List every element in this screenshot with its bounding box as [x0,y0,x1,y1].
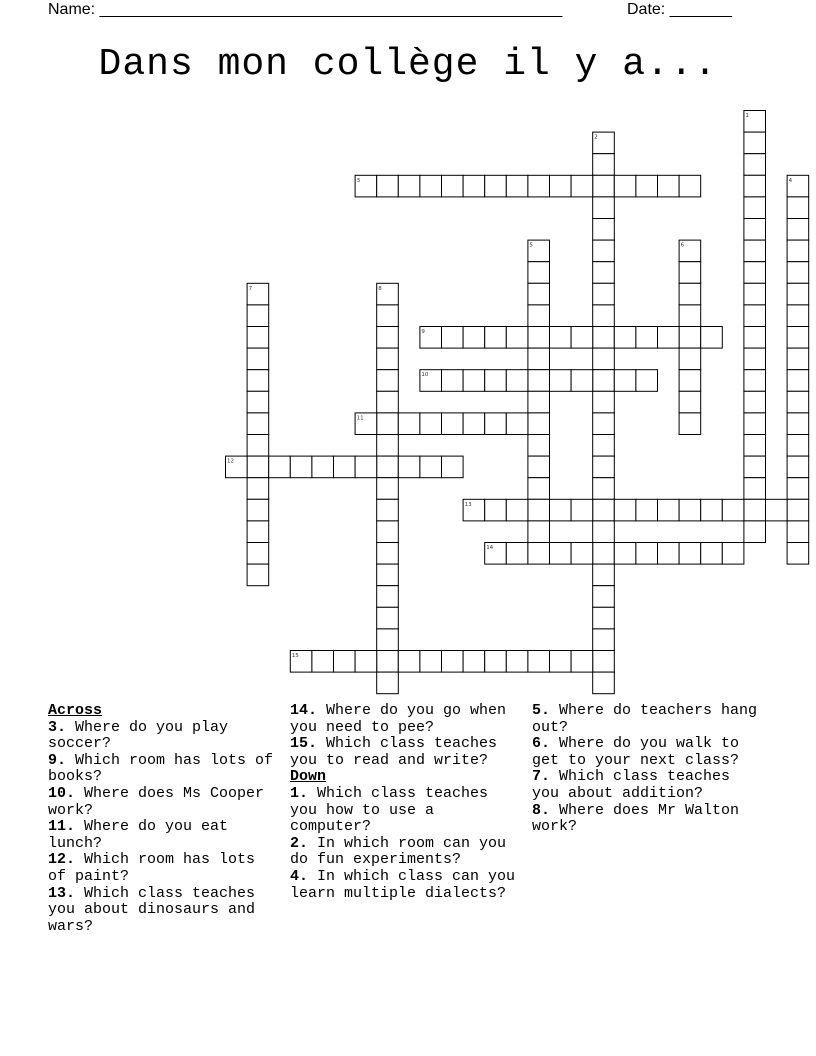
grid-cell[interactable] [614,499,636,521]
grid-cell[interactable] [506,413,528,435]
cell-number: 9 [421,329,425,335]
clue-text: Where do you walk to get to your next class? [532,735,740,769]
grid-cell[interactable] [636,499,658,521]
grid-cell[interactable] [377,478,399,500]
clue-down-7 [532,769,764,802]
clue-column-2 [290,703,522,902]
grid-cell[interactable] [636,175,658,197]
page-title: Dans mon collège il y a... [98,43,718,86]
down-heading: Down [290,768,327,786]
clue-across-14 [290,703,522,736]
clue-number: 2. [290,834,309,852]
grid-cell[interactable] [528,435,550,457]
clue-number: 11. [48,818,76,836]
clue-text: Which class teaches you about addition? [532,768,731,802]
grid-cell[interactable] [269,456,291,478]
grid-cell[interactable] [679,348,701,370]
grid-cell[interactable] [420,456,442,478]
grid-cell[interactable] [571,499,593,521]
cell-number: 11 [356,415,364,422]
grid-cell[interactable] [593,305,615,327]
clue-text: Which class teaches you how to use a computer? [290,784,489,836]
grid-cell[interactable] [593,283,615,305]
grid-cell[interactable] [593,175,615,197]
clue-text: Which room has lots of paint? [48,851,256,885]
grid-cell[interactable] [485,413,507,435]
grid-cell[interactable] [658,175,680,197]
clue-down-4 [290,869,522,902]
grid-cell[interactable] [247,435,269,457]
grid-cell[interactable] [247,348,269,370]
clue-across-12 [48,852,280,885]
grid-cell[interactable] [528,305,550,327]
grid-cell[interactable] [593,586,615,608]
clue-column-1 [48,703,280,935]
grid-cell[interactable] [636,327,658,349]
grid-cell[interactable] [593,521,615,543]
grid-cell[interactable] [593,435,615,457]
grid-cell[interactable] [528,348,550,370]
grid-cell[interactable] [550,327,572,349]
clue-text: Which class teaches you to read and write? [290,735,498,769]
grid-cell[interactable] [679,391,701,413]
grid-cell[interactable] [485,327,507,349]
clue-down-6 [532,736,764,769]
grid-cell[interactable] [593,478,615,500]
grid-cell[interactable] [787,348,809,370]
grid-cell[interactable] [658,543,680,565]
grid-cell[interactable] [593,391,615,413]
grid-cell[interactable] [614,175,636,197]
clue-number: 10. [48,784,76,802]
grid-cell[interactable] [593,672,615,694]
grid-cell[interactable] [528,370,550,392]
grid-cell[interactable] [463,327,485,349]
grid-cell[interactable] [593,154,615,176]
grid-cell[interactable] [506,175,528,197]
grid-cell[interactable] [744,348,766,370]
clue-across-9 [48,753,280,786]
grid-cell[interactable] [593,564,615,586]
grid-cell[interactable] [377,521,399,543]
grid-cell[interactable] [614,370,636,392]
grid-cell[interactable] [744,305,766,327]
clue-across-10 [48,786,280,819]
grid-cell[interactable] [550,651,572,673]
cell-number: 14 [486,545,494,551]
grid-cell[interactable] [787,413,809,435]
grid-cell[interactable] [463,651,485,673]
grid-cell[interactable] [377,629,399,651]
cell-number: 10 [421,372,429,379]
grid-cell[interactable] [744,413,766,435]
grid-cell[interactable] [679,327,701,349]
grid-cell[interactable] [679,413,701,435]
grid-cell[interactable] [593,629,615,651]
clue-down-1 [290,786,522,836]
grid-cell[interactable] [377,348,399,370]
grid-cell[interactable] [420,175,442,197]
grid-cell[interactable] [247,370,269,392]
clue-number: 6. [532,735,551,753]
grid-cell[interactable] [528,391,550,413]
grid-cell[interactable] [679,305,701,327]
grid-cell[interactable] [787,478,809,500]
grid-cell[interactable] [377,327,399,349]
grid-cell[interactable] [420,413,442,435]
grid-cell[interactable] [528,262,550,284]
grid-cell[interactable] [658,327,680,349]
clue-text: Where do teachers hang out? [532,702,758,736]
grid-cell[interactable] [701,499,723,521]
grid-cell[interactable] [679,499,701,521]
grid-cell[interactable] [701,543,723,565]
clue-number: 12. [48,851,76,869]
grid-cell[interactable] [614,543,636,565]
grid-cell[interactable] [247,499,269,521]
grid-cell[interactable] [787,435,809,457]
grid-cell[interactable] [377,456,399,478]
clue-number: 13. [48,884,76,902]
grid-cell[interactable] [463,175,485,197]
grid-cell[interactable] [593,651,615,673]
grid-cell[interactable] [593,607,615,629]
grid-cell[interactable] [571,651,593,673]
grid-cell[interactable] [593,240,615,262]
grid-cell[interactable] [571,370,593,392]
cell-number: 2 [594,134,598,141]
clue-number: 1. [290,784,309,802]
grid-cell[interactable] [528,478,550,500]
name-field[interactable]: Name: ____________________________________________________ [48,1,563,18]
grid-cell[interactable] [722,543,744,565]
cell-number: 1 [745,113,749,119]
grid-cell[interactable] [377,543,399,565]
grid-cell[interactable] [722,499,744,521]
grid-cell[interactable] [247,456,269,478]
grid-cell[interactable] [485,499,507,521]
grid-cell[interactable] [744,262,766,284]
grid-cell[interactable] [744,132,766,154]
grid-cell[interactable] [787,521,809,543]
grid-cell[interactable] [247,543,269,565]
grid-cell[interactable] [744,478,766,500]
grid-cell[interactable] [701,327,723,349]
grid-cell[interactable] [398,651,420,673]
grid-cell[interactable] [550,175,572,197]
grid-cell[interactable] [744,456,766,478]
cell-number: 13 [464,501,472,508]
cell-number: 4 [788,177,793,184]
grid-cell[interactable] [485,370,507,392]
grid-cell[interactable] [679,543,701,565]
clue-text: Where does Ms Cooper work? [48,784,265,819]
grid-cell[interactable] [442,327,464,349]
grid-cell[interactable] [744,391,766,413]
grid-cell[interactable] [506,327,528,349]
grid-cell[interactable] [506,651,528,673]
grid-cell[interactable] [442,651,464,673]
grid-cell[interactable] [766,499,788,521]
grid-cell[interactable] [463,413,485,435]
grid-cell[interactable] [744,219,766,241]
grid-cell[interactable] [593,327,615,349]
grid-cell[interactable] [787,456,809,478]
grid-cell[interactable] [593,197,615,219]
grid-cell[interactable] [377,370,399,392]
grid-cell[interactable] [463,370,485,392]
grid-cell[interactable] [377,564,399,586]
clue-text: Where do you play soccer? [48,718,229,753]
clue-number: 5. [532,702,551,719]
grid-cell[interactable] [787,499,809,521]
clue-text: Which class teaches you about dinosaurs and wars? [48,884,256,935]
grid-cell[interactable] [377,672,399,694]
grid-cell[interactable] [787,391,809,413]
clue-text: Where does Mr Walton work? [532,801,740,836]
clue-down-2 [290,836,522,869]
grid-cell[interactable] [528,413,550,435]
cell-number: 15 [291,653,299,659]
grid-cell[interactable] [485,651,507,673]
grid-cell[interactable] [247,478,269,500]
grid-cell[interactable] [787,327,809,349]
grid-cell[interactable] [528,175,550,197]
grid-cell[interactable] [744,370,766,392]
cell-number: 5 [529,242,533,249]
grid-cell[interactable] [787,370,809,392]
grid-cell[interactable] [247,564,269,586]
grid-cell[interactable] [593,499,615,521]
clue-down-5 [532,703,764,736]
grid-cell[interactable] [485,175,507,197]
grid-cell[interactable] [636,370,658,392]
grid-cell[interactable] [528,499,550,521]
grid-cell[interactable] [442,413,464,435]
grid-cell[interactable] [593,413,615,435]
grid-cell[interactable] [593,219,615,241]
grid-cell[interactable] [679,283,701,305]
grid-cell[interactable] [355,651,377,673]
grid-cell[interactable] [506,543,528,565]
grid-cell[interactable] [571,175,593,197]
grid-cell[interactable] [312,651,334,673]
across-heading: Across [48,702,103,719]
clue-text: Which room has lots of books? [48,751,274,786]
grid-cell[interactable] [290,456,312,478]
grid-cell[interactable] [744,175,766,197]
grid-cell[interactable] [506,499,528,521]
grid-cell[interactable] [744,154,766,176]
clue-across-3 [48,720,280,753]
grid-cell[interactable] [787,283,809,305]
cell-number: 3 [356,177,361,184]
clue-number: 3. [48,718,67,736]
grid-cell[interactable] [377,413,399,435]
grid-cell[interactable] [528,521,550,543]
grid-cell[interactable] [571,543,593,565]
grid-cell[interactable] [550,499,572,521]
grid-cell[interactable] [377,499,399,521]
grid-cell[interactable] [744,521,766,543]
grid-cell[interactable] [787,240,809,262]
clue-across-11 [48,819,280,852]
clue-number: 14. [290,702,318,719]
grid-cell[interactable] [528,327,550,349]
grid-cell[interactable] [377,651,399,673]
grid-cell[interactable] [679,262,701,284]
grid-cell[interactable] [377,435,399,457]
clue-number: 4. [290,867,309,885]
clue-number: 8. [532,801,551,819]
clue-down-8 [532,803,764,836]
clue-number: 7. [532,768,551,786]
grid-cell[interactable] [593,370,615,392]
clue-text: Where do you go when you need to pee? [290,702,507,736]
grid-cell[interactable] [442,456,464,478]
grid-cell[interactable] [398,175,420,197]
grid-cell[interactable] [593,262,615,284]
grid-cell[interactable] [787,543,809,565]
grid-cell[interactable] [636,543,658,565]
grid-cell[interactable] [571,327,593,349]
grid-cell[interactable] [787,219,809,241]
grid-cell[interactable] [593,456,615,478]
grid-cell[interactable] [247,413,269,435]
grid-cell[interactable] [398,413,420,435]
grid-cell[interactable] [377,175,399,197]
grid-cell[interactable] [377,305,399,327]
grid-cell[interactable] [744,283,766,305]
date-field[interactable]: Date: _______ [627,1,732,18]
grid-cell[interactable] [550,543,572,565]
grid-cell[interactable] [528,456,550,478]
clue-number: 9. [48,751,67,769]
grid-cell[interactable] [442,175,464,197]
grid-cell[interactable] [744,240,766,262]
grid-cell[interactable] [593,543,615,565]
grid-cell[interactable] [744,435,766,457]
grid-cell[interactable] [247,327,269,349]
clue-across-15 [290,736,522,769]
grid-cell[interactable] [442,370,464,392]
grid-cell[interactable] [614,327,636,349]
grid-cell[interactable] [398,456,420,478]
cell-number: 7 [248,285,253,292]
grid-cell[interactable] [247,521,269,543]
clue-text: Where do you eat lunch? [48,818,229,852]
clue-text: In which class can you learn multiple dialects? [290,867,516,902]
clue-column-3 [532,703,764,836]
grid-cell[interactable] [528,651,550,673]
grid-cell[interactable] [744,197,766,219]
grid-cell[interactable] [744,327,766,349]
grid-cell[interactable] [377,607,399,629]
clue-number: 15. [290,735,318,753]
grid-cell[interactable] [593,348,615,370]
grid-cell[interactable] [377,391,399,413]
grid-cell[interactable] [247,391,269,413]
grid-cell[interactable] [787,262,809,284]
grid-cell[interactable] [787,305,809,327]
grid-cell[interactable] [312,456,334,478]
grid-cell[interactable] [247,305,269,327]
grid-cell[interactable] [744,499,766,521]
cell-number: 8 [378,285,382,292]
cell-number: 6 [680,242,685,249]
grid-cell[interactable] [528,543,550,565]
grid-cell[interactable] [420,651,442,673]
grid-cell[interactable] [355,456,377,478]
cell-number: 12 [227,458,234,465]
clue-across-13 [48,886,280,936]
grid-cell[interactable] [550,370,572,392]
grid-cell[interactable] [334,651,356,673]
grid-cell[interactable] [787,197,809,219]
grid-cell[interactable] [679,175,701,197]
grid-cell[interactable] [506,370,528,392]
grid-cell[interactable] [658,499,680,521]
grid-cell[interactable] [528,283,550,305]
clue-text: In which room can you do fun experiments? [290,834,507,869]
grid-cell[interactable] [679,370,701,392]
grid-cell[interactable] [377,586,399,608]
grid-cell[interactable] [334,456,356,478]
